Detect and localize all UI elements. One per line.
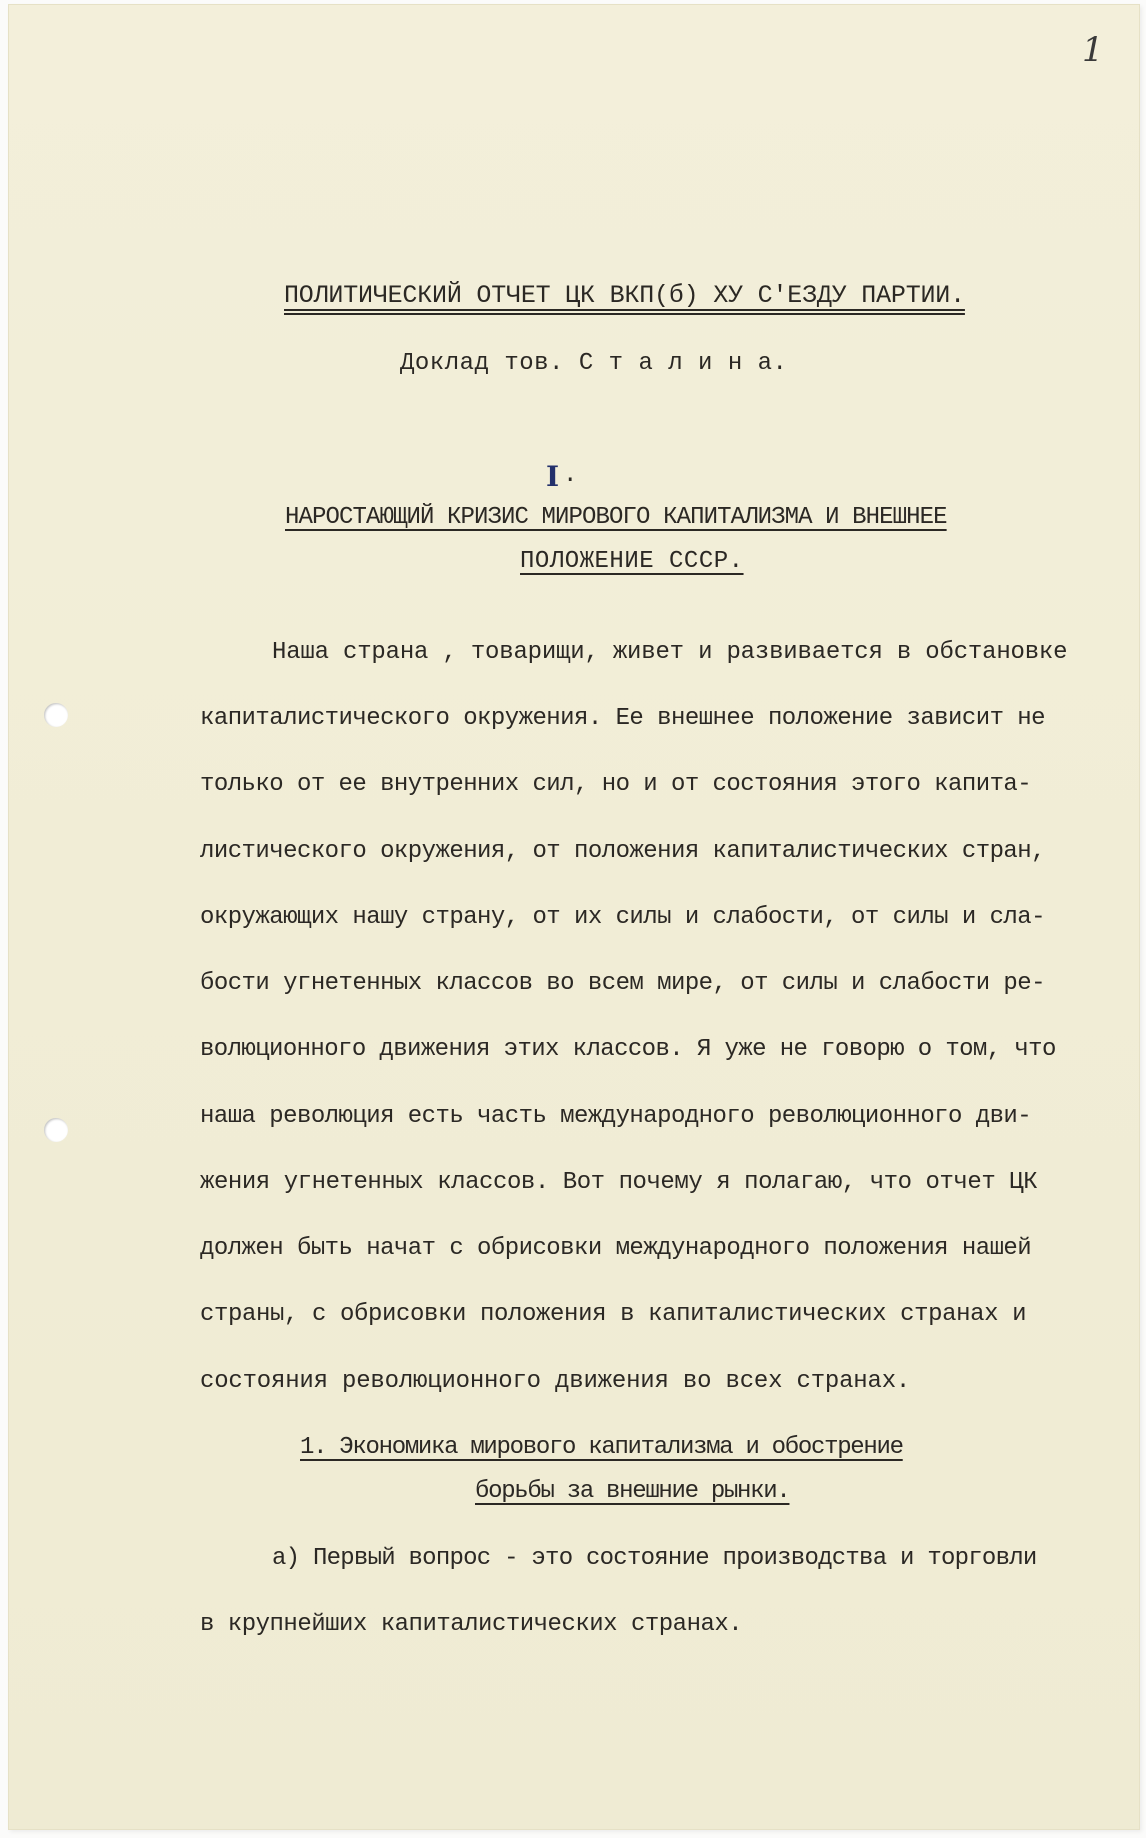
paragraph-line-7: волюционного движения этих классов. Я уже не говорю о том, что xyxy=(200,1036,1056,1063)
document-title: ПОЛИТИЧЕСКИЙ ОТЧЕТ ЦК ВКП(б) ХУ С'ЕЗДУ ПАРТИИ. xyxy=(284,281,965,310)
paragraph2-line-2: в крупнейших капиталистических странах. xyxy=(200,1611,743,1638)
paragraph-line-12: состояния революционного движения во всех странах. xyxy=(200,1368,911,1395)
paragraph-line-11: страны, с обрисовки положения в капиталистических странах и xyxy=(200,1301,1027,1328)
paragraph-line-2: капиталистического окружения. Ее внешнее положение зависит не xyxy=(200,705,1045,732)
paragraph-line-10: должен быть начат с обрисовки международного положения нашей xyxy=(200,1235,1032,1262)
section-heading-line-1: НАРОСТАЮЩИЙ КРИЗИС МИРОВОГО КАПИТАЛИЗМА И ВНЕШНЕЕ xyxy=(285,504,947,531)
section-heading-line-2: ПОЛОЖЕНИЕ СССР. xyxy=(520,548,744,575)
page-number: 1 xyxy=(1082,30,1104,70)
report-author-line: Доклад тов. С т а л и н а. xyxy=(400,350,788,377)
paragraph-line-8: наша революция есть часть международного революционного дви- xyxy=(200,1103,1032,1130)
subsection-heading-line-1: 1. Экономика мирового капитализма и обострение xyxy=(300,1434,903,1461)
punch-hole-lower xyxy=(44,1118,68,1142)
section-number-dot: . xyxy=(563,462,578,489)
punch-hole-upper xyxy=(44,703,68,727)
paragraph-line-4: листического окружения, от положения капиталистических стран, xyxy=(200,838,1045,865)
paragraph-line-6: бости угнетенных классов во всем мире, от силы и слабости ре- xyxy=(200,970,1045,997)
paragraph-line-9: жения угнетенных классов. Вот почему я полагаю, что отчет ЦК xyxy=(200,1169,1038,1196)
paragraph-line-5: окружающих нашу страну, от их силы и слабости, от силы и сла- xyxy=(200,904,1045,931)
paragraph-line-3: только от ее внутренних сил, но и от состояния этого капита- xyxy=(200,771,1032,798)
subsection-heading-line-2: борьбы за внешние рынки. xyxy=(475,1478,790,1505)
paragraph2-line-1: а) Первый вопрос - это состояние производства и торговли xyxy=(272,1545,1037,1572)
section-number: I xyxy=(546,460,560,493)
paragraph-line-1: Наша страна , товарищи, живет и развивается в обстановке xyxy=(272,639,1068,666)
